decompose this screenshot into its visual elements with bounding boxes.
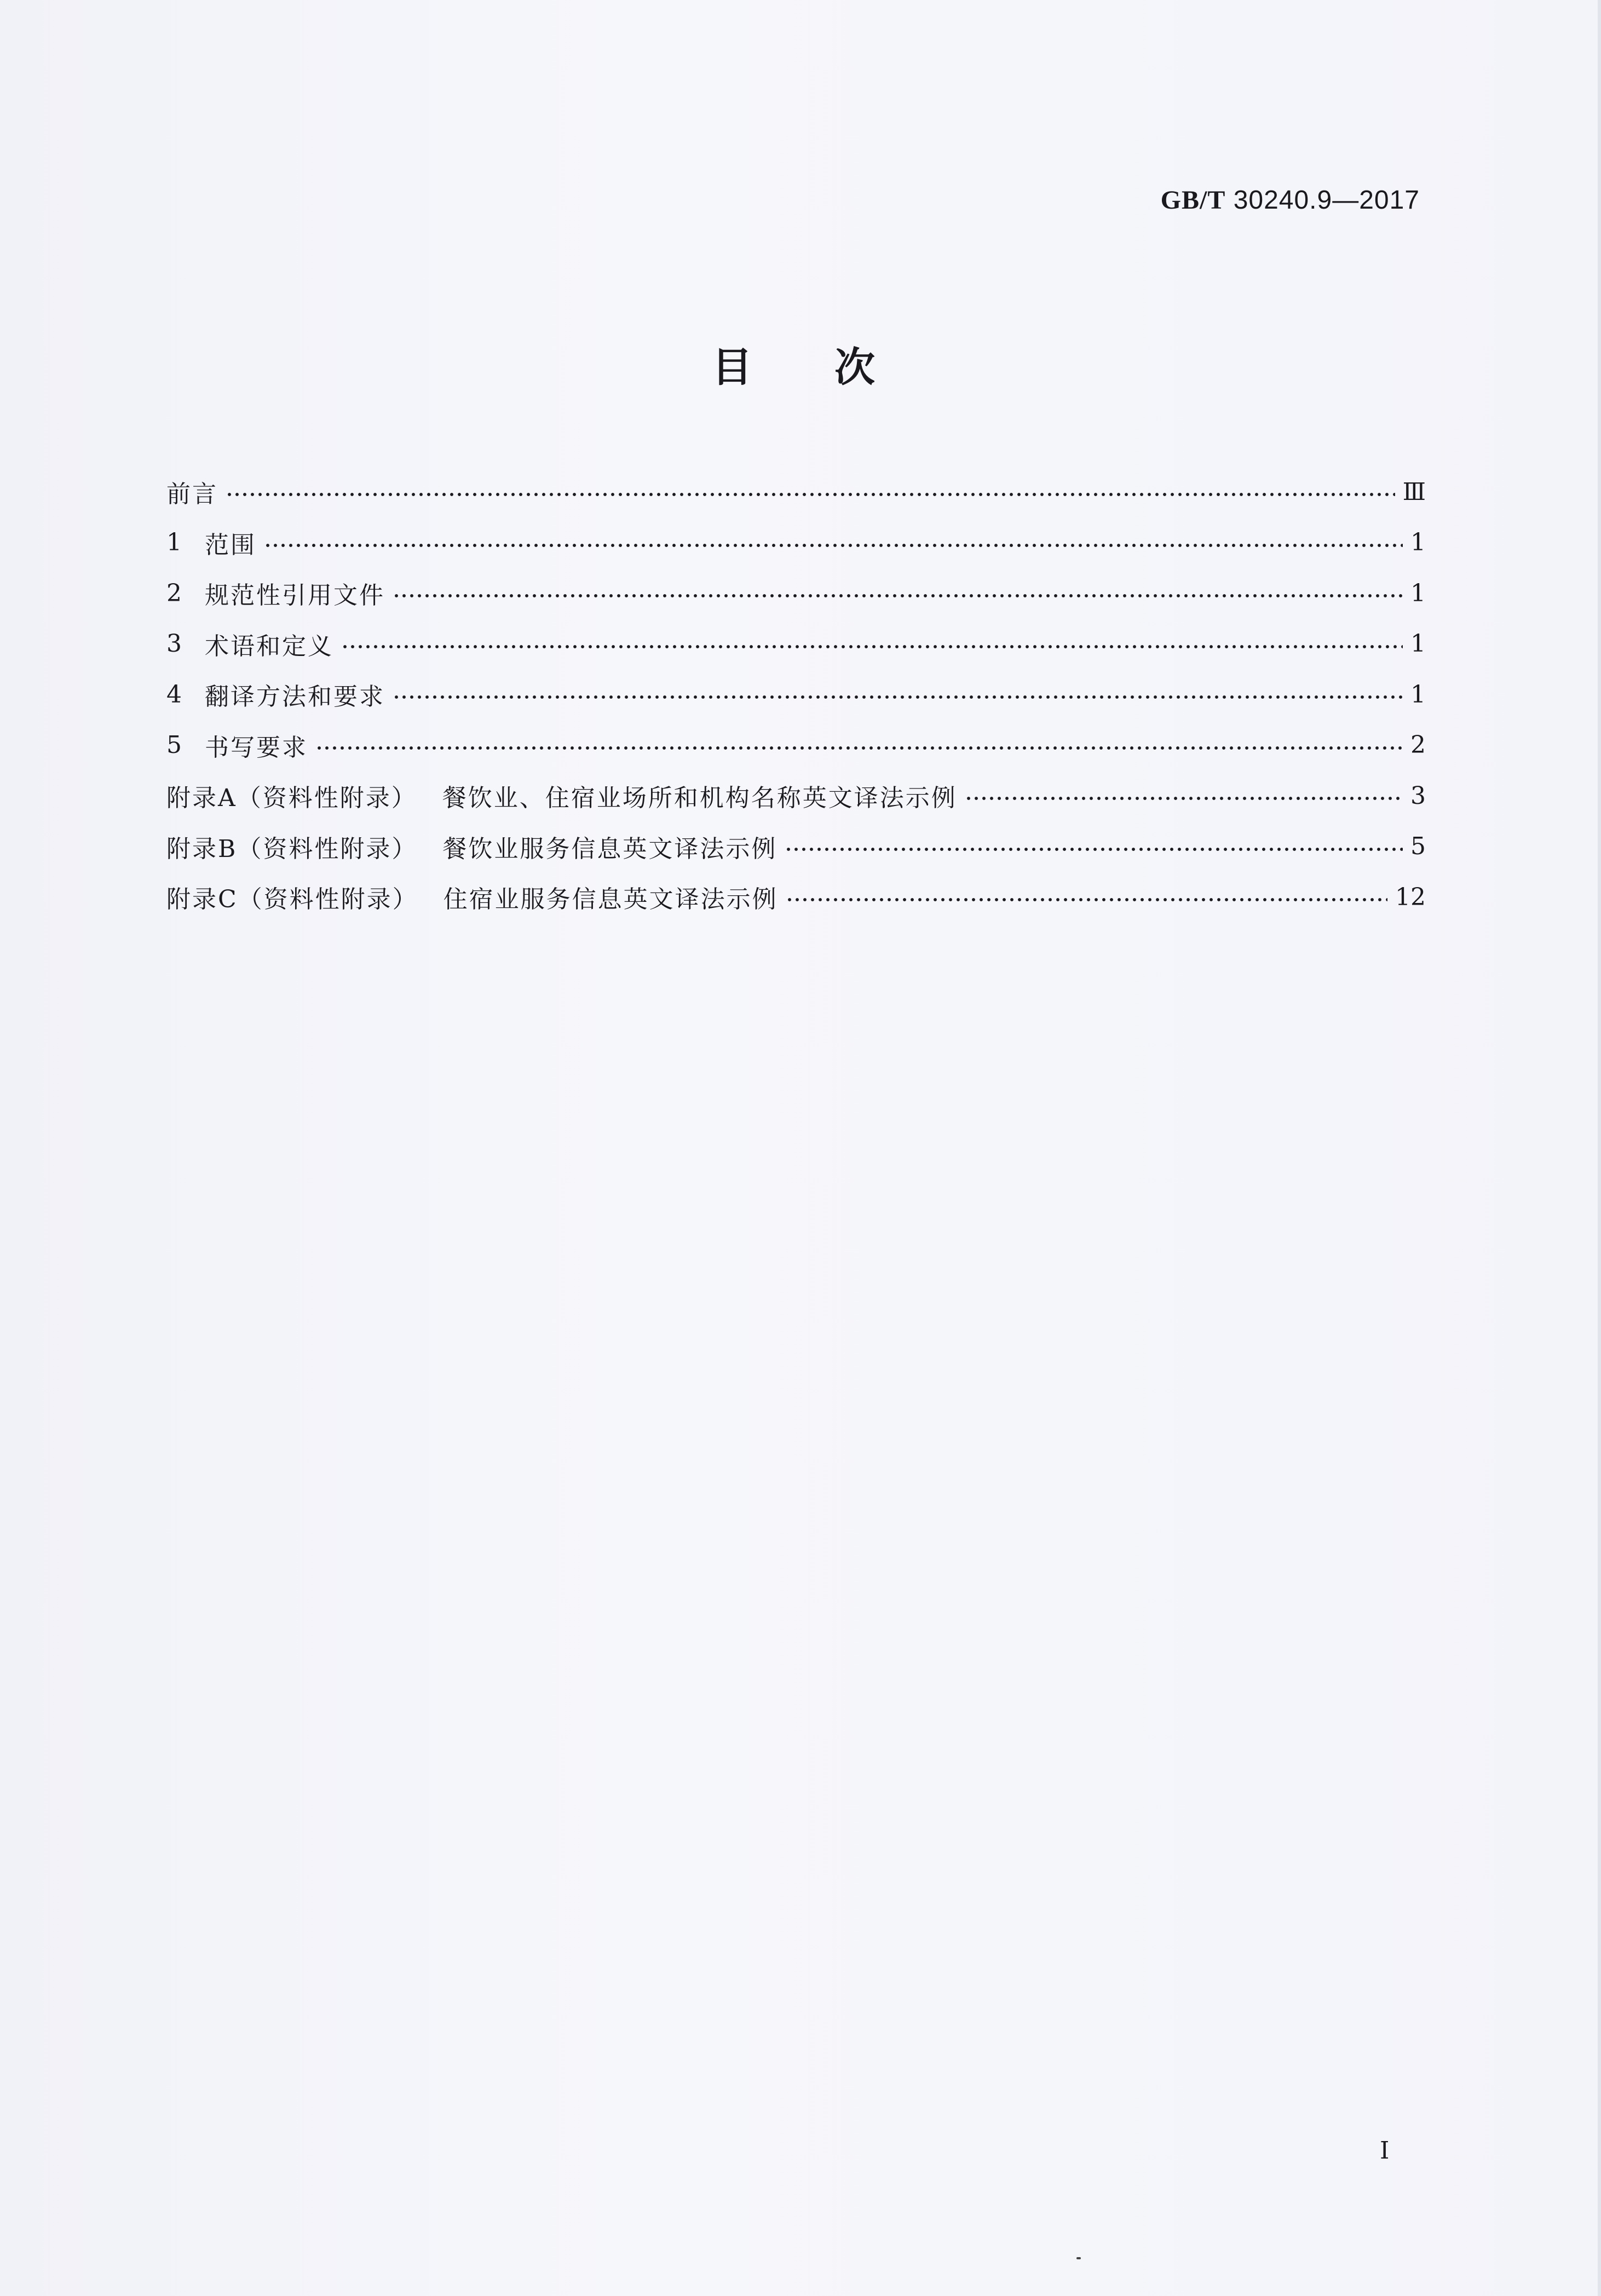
toc-entry-page: 1	[1410, 630, 1426, 658]
toc-entry-number: 5	[166, 731, 182, 759]
toc-entry-page: 12	[1395, 883, 1426, 911]
toc-leader-dots	[785, 847, 1403, 851]
toc-entry-normative-references[interactable]	[166, 568, 1426, 619]
toc-entry-writing-requirements[interactable]	[166, 720, 1426, 771]
toc-entry-label: 书写要求	[205, 733, 308, 762]
toc-entry-label	[166, 778, 957, 813]
toc-leader-dots	[393, 695, 1403, 699]
toc-entry-scope[interactable]	[166, 517, 1426, 568]
appendix-heading: 附录B（资料性附录）	[166, 835, 418, 863]
toc-entry-label	[166, 879, 778, 914]
toc-leader-dots	[315, 746, 1403, 750]
toc-leader-dots	[226, 492, 1395, 497]
table-of-contents	[166, 467, 1426, 923]
appendix-title: 餐饮业服务信息英文译法示例	[442, 835, 778, 863]
toc-entry-label: 翻译方法和要求	[205, 683, 385, 711]
toc-entry-page: Ⅲ	[1402, 477, 1426, 506]
toc-entry-appendix-b[interactable]	[166, 821, 1426, 872]
toc-entry-appendix-a[interactable]	[166, 770, 1426, 821]
toc-entry-page: 1	[1410, 680, 1426, 709]
page-number: I	[1380, 2137, 1390, 2165]
toc-entry-foreword[interactable]	[166, 467, 1426, 517]
toc-leader-dots	[341, 645, 1403, 649]
standard-code	[1161, 185, 1420, 215]
toc-entry-label: 前言	[166, 480, 218, 509]
appendix-heading: 附录A（资料性附录）	[166, 784, 417, 813]
toc-entry-translation-methods[interactable]	[166, 669, 1426, 720]
toc-entry-label: 术语和定义	[205, 632, 333, 660]
scan-speck	[1076, 2257, 1081, 2259]
toc-entry-page: 1	[1410, 528, 1426, 557]
standard-prefix: GB/T	[1160, 186, 1226, 215]
toc-entry-label: 规范性引用文件	[205, 582, 385, 610]
toc-entry-label	[166, 829, 777, 864]
appendix-title: 住宿业服务信息英文译法示例	[443, 885, 778, 914]
toc-entry-number: 1	[166, 528, 182, 557]
toc-entry-page: 5	[1410, 832, 1426, 861]
toc-entry-number: 4	[166, 680, 182, 709]
toc-entry-number: 3	[166, 630, 182, 658]
toc-entry-page: 2	[1410, 731, 1426, 759]
appendix-heading: 附录C（资料性附录）	[166, 885, 418, 914]
toc-entry-number: 2	[166, 579, 182, 607]
toc-entry-page: 1	[1410, 579, 1426, 607]
appendix-title: 餐饮业、住宿业场所和机构名称英文译法示例	[442, 784, 957, 813]
toc-entry-page: 3	[1410, 781, 1426, 810]
toc-entry-terms-definitions[interactable]	[166, 619, 1426, 670]
toc-leader-dots	[786, 897, 1387, 902]
toc-leader-dots	[965, 796, 1403, 801]
page-title: 目次	[712, 344, 957, 391]
toc-entry-label: 范围	[205, 531, 256, 559]
toc-entry-appendix-c[interactable]	[166, 872, 1426, 923]
page-edge	[1598, 0, 1601, 2296]
toc-leader-dots	[264, 543, 1403, 548]
toc-leader-dots	[393, 594, 1403, 598]
standard-number: 30240.9—2017	[1233, 186, 1420, 215]
